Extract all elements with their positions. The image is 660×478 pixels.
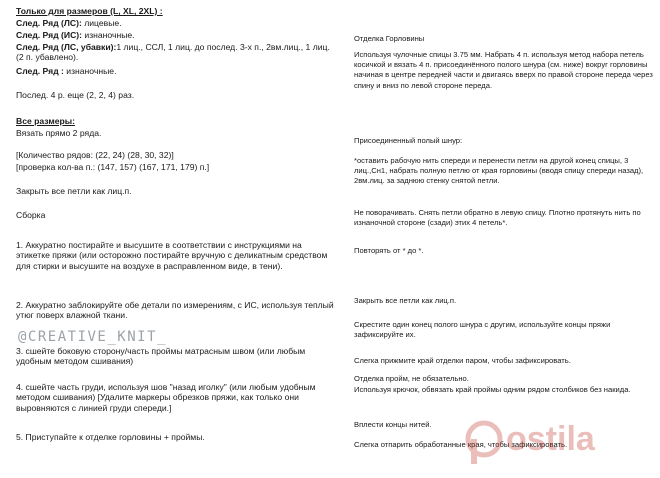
assembly-header: Сборка xyxy=(16,210,46,220)
assembly-step-4: 4. сшейте часть груди, используя шов "назад иголку" (или любым удобным методом сшивания) [Удалите маркеры обрезков пряжи, как только они выровняются с линией груди спереди.] xyxy=(16,382,316,413)
svg-text:ostila: ostila xyxy=(506,420,595,458)
row-count: [Количество рядов: (22, 24) (28, 30, 32)] xyxy=(16,150,174,160)
row-1-text: лицевые. xyxy=(81,18,122,28)
postila-logo-icon xyxy=(462,414,660,464)
row-4-label: След. Ряд : xyxy=(16,66,64,76)
assembly-step-2: 2. Аккуратно заблокируйте обе детали по измерениям, с ИС, используя теплый утюг поверх влажной ткани. xyxy=(16,300,334,321)
weave-ends: Вплести концы нитей. xyxy=(354,420,432,429)
row-4 xyxy=(16,66,338,76)
cord-text-2: Не поворачивать. Снять петли обратно в левую спицу. Плотно протянуть нить по изнаночной стороне (сзади) этих 4 петель*. xyxy=(354,208,641,228)
row-3-text: 1 лиц., ССЛ, 1 лиц. до послед. 3-х п., 2вм.лиц., 1 лиц. (2 п. убавлено). xyxy=(16,42,330,63)
cord-text-1: *оставить рабочую нить спереди и перенести петли на другой конец спицы, 3 лиц.,Сн1, набрать полную петлю от края горловины (вводя спицу спереди назад), 2вм.лиц. за заднюю стенку снятой петли. xyxy=(354,156,644,186)
row-3-label: След. Ряд (ЛС, убавки): xyxy=(16,42,117,52)
row-2 xyxy=(16,30,338,40)
assembly-step-5: 5. Приступайте к отделке горловины + проймы. xyxy=(16,432,205,442)
row-2-label: След. Ряд (ИС): xyxy=(16,30,83,40)
row-2-text: изнаночные. xyxy=(82,30,135,40)
knit-straight: Вязать прямо 2 ряда. xyxy=(16,128,102,138)
armhole-text: Используя крючок, обвязать край проймы одним рядом столбиков без накида. xyxy=(354,385,631,394)
row-4-text: изнаночные. xyxy=(63,66,117,76)
armhole-optional: Отделка пройм, не обязательно. xyxy=(354,374,469,383)
neck-text: Используя чулочные спицы 3.75 мм. Набрать 4 п. используя метод набора петель косичкой и вязать 4 п. присоединённого полого шнура (см. ниже) вокруг горловины начиная в центре передней части и двигаясь вверх по правой стороне переда через спину и вниз по левой стороне переда. xyxy=(354,50,653,90)
steam-edges: Слегка отпарить обработанные края, чтобы зафиксировать. xyxy=(354,440,568,449)
postila-watermark xyxy=(462,414,660,464)
cord-repeat: Повторять от * до *. xyxy=(354,246,424,255)
bind-off-left: Закрыть все петли как лиц.п. xyxy=(16,186,132,196)
stitch-check: [проверка кол-ва п.: (147, 157) (167, 171, 179) п.] xyxy=(16,162,210,172)
sizes-header: Только для размеров (L, XL, 2XL) : xyxy=(16,6,163,16)
repeat-note: Послед. 4 р. еще (2, 2, 4) раз. xyxy=(16,90,135,100)
bind-off-right: Закрыть все петли как лиц.п. xyxy=(354,296,457,305)
join-ends: Скрестите один конец полого шнура с другим, используйте концы пряжи зафиксируйте их. xyxy=(354,320,611,340)
row-1 xyxy=(16,18,338,28)
row-1-label: След. Ряд (ЛС): xyxy=(16,18,82,28)
neck-header: Отделка Горловины xyxy=(354,34,425,43)
all-sizes-header: Все размеры: xyxy=(16,116,75,126)
creative-knit-watermark: @CREATIVE_KNIT_ xyxy=(18,329,167,345)
press-edge: Слегка прижмите край отделки паром, чтобы зафиксировать. xyxy=(354,356,571,365)
cord-header: Присоединенный полый шнур: xyxy=(354,136,463,145)
assembly-step-1: 1. Аккуратно постирайте и высушите в соответствии с инструкциями на этикетке пряжи (или осторожно постирайте вручную с деликатным средством для стирки и высушите на воздухе в расправленном виде, в тени). xyxy=(16,240,328,271)
assembly-step-3: 3. сшейте боковую сторону/часть проймы матрасным швом (или любым удобным методом сшивания) xyxy=(16,346,306,367)
row-3 xyxy=(16,42,338,63)
